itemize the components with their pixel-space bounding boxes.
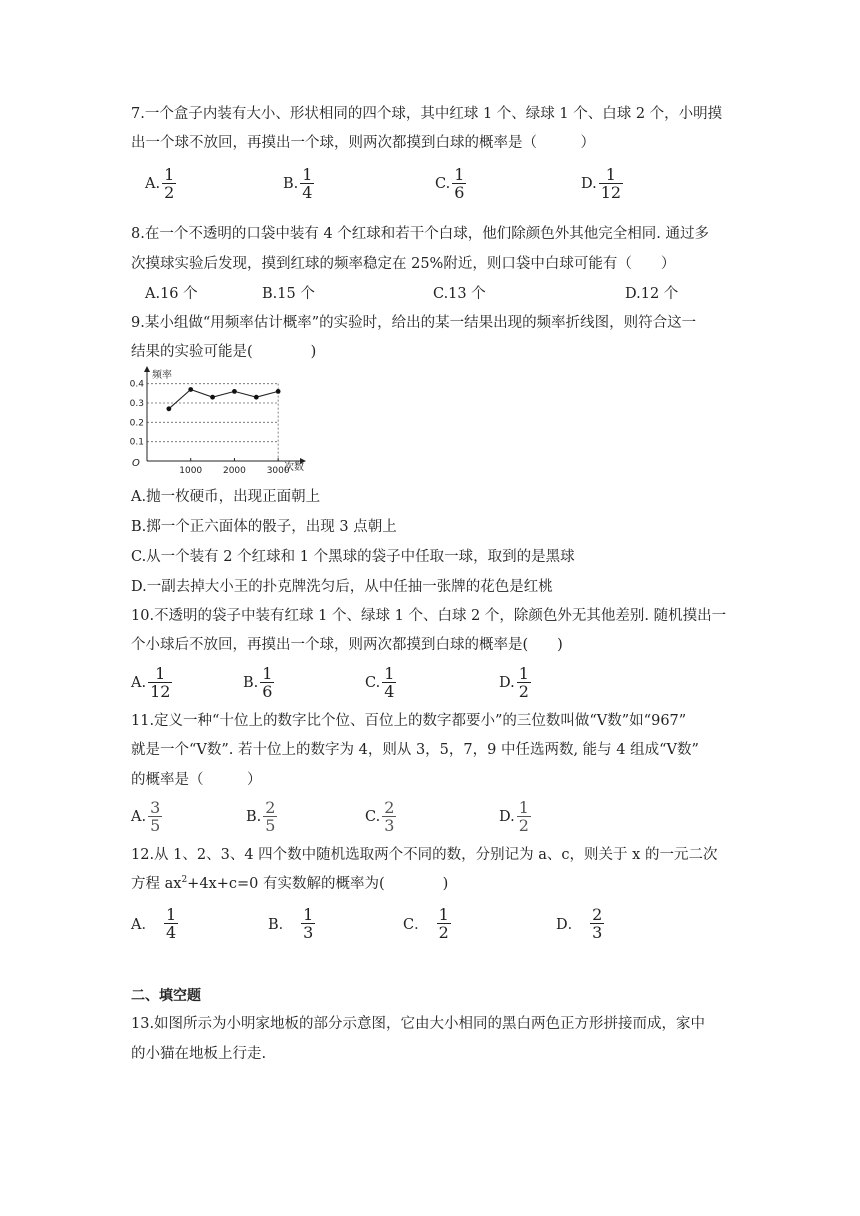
q11-option-d: D. $\frac{1}{2}$ — [499, 798, 529, 835]
q10-option-d: D. $\frac{1}{2}$ — [499, 664, 529, 701]
q10-option-c: C. $\frac{1}{4}$ — [365, 664, 395, 701]
section-title-fill-in: 二、填空题 — [131, 988, 201, 1004]
q8-line1: 8.在一个不透明的口袋中装有 4 个红球和若干个白球，他们除颜色外其他完全相同. 通过多 — [131, 226, 709, 242]
q13-line2: 的小猫在地板上行走. — [131, 1046, 267, 1062]
q12-option-d: D． $\frac{2}{3}$ — [556, 905, 603, 942]
q12-option-c: C． $\frac{1}{2}$ — [403, 905, 449, 942]
q9-option-a: A.抛一枚硬币，出现正面朝上 — [131, 489, 321, 505]
chart-x-tick-label: 2000 — [222, 466, 246, 476]
q11-line1: 11.定义一种“十位上的数字比个位、百位上的数字都要小”的三位数叫做“V数”如“967” — [131, 713, 687, 729]
chart-data-point — [210, 395, 215, 400]
q7-option-d: D. $\frac{1}{12}$ — [581, 165, 622, 202]
q7-line2: 出一个球不放回，再摸出一个球，则两次都摸到白球的概率是（ ） — [131, 135, 595, 151]
q11-line2: 就是一个“V数”. 若十位上的数字为 4，则从 3，5，7，9 中任选两数, 能与 4 组成“V数” — [131, 742, 699, 758]
q12-option-b: B． $\frac{1}{3}$ — [268, 905, 314, 942]
q9-option-d: D.一副去掉大小王的扑克牌洗匀后，从中任抽一张牌的花色是红桃 — [131, 579, 553, 595]
q8-option-c: C.13 个 — [433, 286, 486, 302]
q7-option-b: B. $\frac{1}{4}$ — [283, 165, 313, 202]
q7-option-a: A. $\frac{1}{2}$ — [145, 165, 175, 202]
chart-y-tick-label: 0.3 — [129, 399, 144, 409]
q8-option-a: A.16 个 — [145, 286, 198, 302]
chart-data-point — [254, 395, 259, 400]
chart-data-point — [188, 387, 193, 392]
q7-option-c: C. $\frac{1}{6}$ — [435, 165, 465, 202]
chart-data-point — [166, 406, 171, 411]
q9-option-c: C.从一个装有 2 个红球和 1 个黑球的袋子中任取一球，取到的是黑球 — [131, 549, 575, 565]
q12-line2: 方程 $ax^2+4x+c=0$ 有实数解的概率为( ) — [131, 875, 449, 892]
chart-y-tick-label: 0.2 — [129, 418, 144, 429]
q8-line2: 次摸球实验后发现，摸到红球的频率稳定在 25%附近，则口袋中白球可能有（ ） — [131, 256, 676, 272]
q11-option-c: C. $\frac{2}{3}$ — [365, 798, 395, 835]
q10-line2: 个小球后不放回，再摸出一个球，则两次都摸到白球的概率是( ) — [131, 637, 563, 653]
frequency-line-chart — [128, 366, 318, 478]
q11-option-a: A. $\frac{3}{5}$ — [131, 798, 161, 835]
q8-option-b: B.15 个 — [262, 286, 315, 302]
q12-option-a: A． $\frac{1}{4}$ — [131, 905, 177, 942]
chart-data-point — [276, 389, 281, 394]
chart-y-tick-label: 0.1 — [129, 437, 144, 448]
chart-x-tick-label: 1000 — [179, 466, 203, 476]
chart-x-tick-label: 3000 — [266, 466, 290, 476]
q8-option-d: D.12 个 — [625, 286, 679, 302]
q9-line1: 9.某小组做“用频率估计概率”的实验时，给出的某一结果出现的频率折线图，则符合这一 — [131, 315, 697, 331]
q7-line1: 7.一个盒子内装有大小、形状相同的四个球，其中红球 1 个、绿球 1 个、白球 2 个，小明摸 — [131, 106, 723, 122]
chart-y-axis-label: 频率 — [152, 370, 172, 381]
q13-line1: 13.如图所示为小明家地板的部分示意图，它由大小相同的黑白两色正方形拼接而成，家中 — [131, 1016, 706, 1032]
q11-option-b: B. $\frac{2}{5}$ — [246, 798, 276, 835]
q11-line3: 的概率是（ ） — [131, 772, 262, 788]
chart-x-axis-label: 次数 — [284, 462, 304, 473]
chart-y-tick-label: 0.4 — [129, 379, 144, 390]
chart-origin-label: O — [132, 458, 140, 469]
q9-line2: 结果的实验可能是( ) — [131, 344, 317, 360]
q9-option-b: B.掷一个正六面体的骰子，出现 3 点朝上 — [131, 519, 397, 535]
q10-line1: 10.不透明的袋子中装有红球 1 个、绿球 1 个、白球 2 个，除颜色外无其他差别. 随机摸出一 — [131, 608, 727, 624]
q10-option-b: B. $\frac{1}{6}$ — [243, 664, 273, 701]
chart-data-point — [232, 389, 237, 394]
q12-line1: 12.从 1、2、3、4 四个数中随机选取两个不同的数，分别记为 a、c，则关于 x 的一元二次 — [131, 847, 718, 863]
q10-option-a: A. $\frac{1}{12}$ — [131, 664, 171, 701]
